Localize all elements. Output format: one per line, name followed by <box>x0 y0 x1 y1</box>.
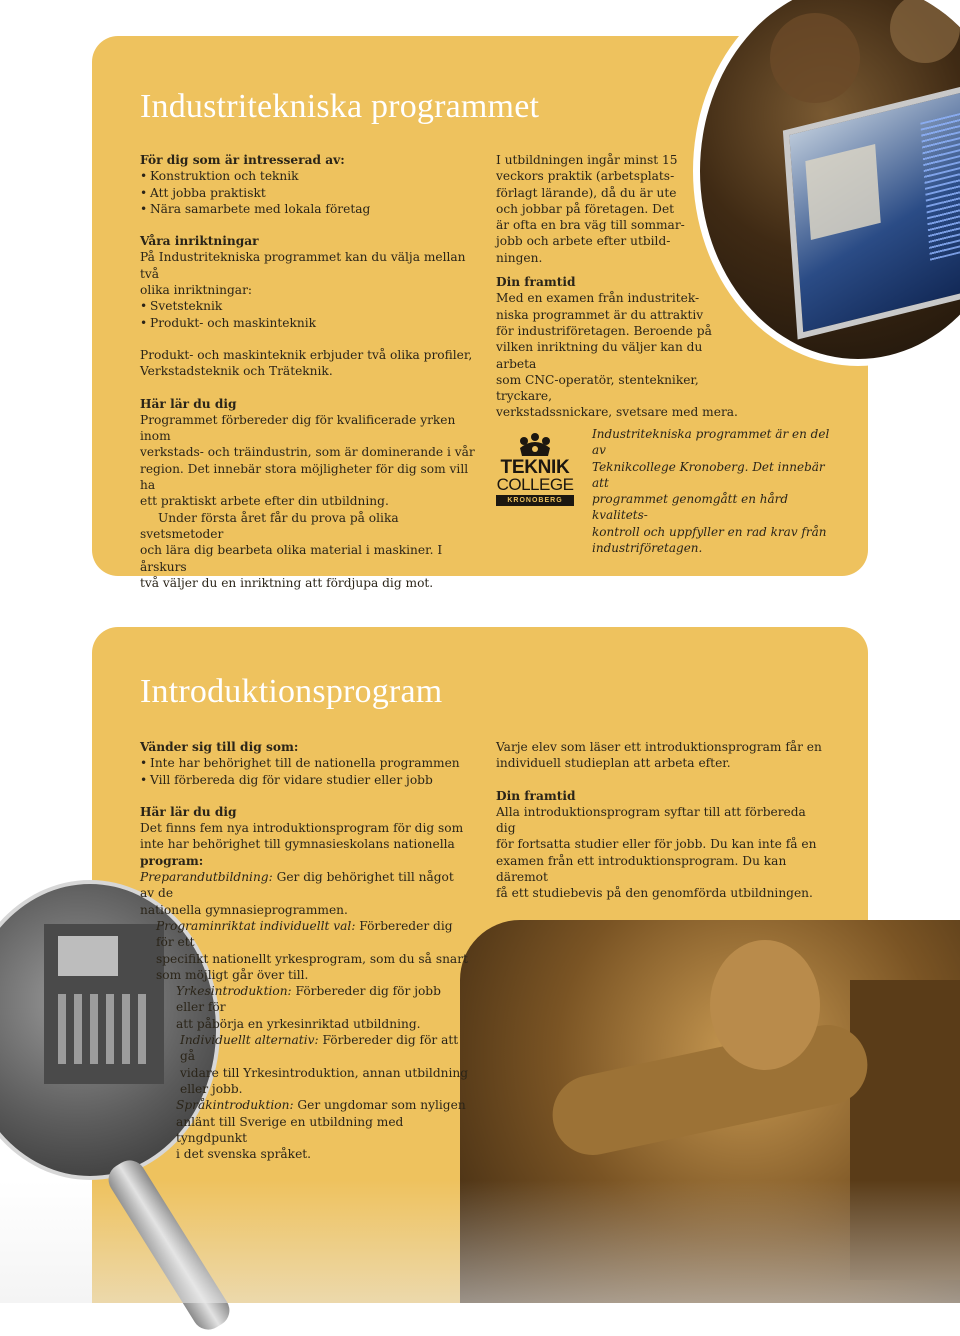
program-item <box>176 983 470 1032</box>
intro-heading: Vänder sig till dig som: <box>140 740 299 754</box>
body-line: Alla introduktionsprogram syftar till att förbereda dig <box>496 804 806 836</box>
program-text: Förbereder dig för att gå <box>180 1033 459 1064</box>
program-name: Yrkesintroduktion: <box>176 984 292 999</box>
body-line: program: <box>140 853 204 868</box>
program-line <box>140 902 470 918</box>
body-line: region. Det innebär stora möjligheter för dig som vill ha <box>140 461 469 493</box>
program-text: vidare till Yrkesintroduktion, annan utbildning <box>180 1065 469 1080</box>
program-item <box>140 869 470 918</box>
branches-heading: Våra inriktningar <box>140 234 259 249</box>
program-name: Programinriktat individuellt val: <box>156 918 356 933</box>
program-line <box>180 1081 470 1097</box>
list-item: • Produkt- och maskinteknik <box>140 315 480 331</box>
body-line: Varje elev som läser ett introduktionsprogram får en <box>496 740 822 754</box>
body-line: Industritekniska programmet är en del av <box>592 427 830 458</box>
program-text: eller jobb. <box>180 1081 243 1096</box>
body-line: Under första året får du prova på olika svetsmetoder <box>140 510 399 541</box>
right-column <box>496 739 826 902</box>
branches-list <box>140 298 480 331</box>
program-line <box>176 1114 470 1147</box>
body-line: och lära dig bearbeta olika material i maskiner. I årskurs <box>140 543 443 574</box>
program-line <box>176 1016 470 1032</box>
program-text: Förbereder dig för ett <box>156 918 453 950</box>
program-name: Individuellt alternativ: <box>180 1033 319 1048</box>
program-line <box>176 1097 470 1113</box>
body-line: kontroll och uppfyller en rad krav från <box>592 524 827 539</box>
body-line: I utbildningen ingår minst 15 <box>496 153 678 167</box>
intro-list <box>140 168 480 217</box>
program-line <box>180 1065 470 1081</box>
body-line: få ett studiebevis på den genomförda utbildningen. <box>496 886 813 901</box>
body-line: verkstadssnickare, svetsare med mera. <box>496 405 738 420</box>
college-note <box>592 426 832 556</box>
body-line: programmet genomgått en hård kvalitets- <box>592 492 789 523</box>
program-text: att påbörja en yrkesinriktad utbildning. <box>176 1016 421 1031</box>
program-item <box>156 918 470 983</box>
page-title: Introduktionsprogram <box>140 673 443 710</box>
body-line: ningen. <box>496 250 543 265</box>
body-line: två väljer du en inriktning att fördjupa dig mot. <box>140 575 434 590</box>
program-name: Preparandutbildning: <box>140 870 273 885</box>
program-line <box>156 918 470 951</box>
logo-word-kronoberg: KRONOBERG <box>496 495 574 506</box>
body-line: vilken inriktning du väljer kan du arbeta <box>496 340 703 371</box>
body-line: niska programmet är du attraktiv <box>496 307 704 322</box>
body-line: som CNC-operatör, stentekniker, tryckare, <box>496 372 699 404</box>
logo-word-teknik: TEKNIK <box>500 457 570 478</box>
body-line: förlagt lärande), då du är ute <box>496 185 677 200</box>
body-line: inte har behörighet till gymnasieskolans nationella <box>140 837 455 852</box>
list-item: • Nära samarbete med lokala företag <box>140 201 480 217</box>
body-line: Programmet förbereder dig för kvalificerade yrken inom <box>140 412 456 444</box>
body-line: industriföretagen. <box>592 541 703 556</box>
program-name: Språkintroduktion: <box>176 1098 294 1113</box>
page-title: Industritekniska programmet <box>140 88 540 125</box>
program-line <box>156 951 470 967</box>
list-item: • Inte har behörighet till de nationella programmen <box>140 755 470 771</box>
body-line: Det finns fem nya introduktionsprogram för dig som <box>140 821 464 836</box>
body-line: individuell studieplan att arbeta efter. <box>496 756 731 771</box>
body-line: Med en examen från industritek- <box>496 291 700 306</box>
program-line <box>140 869 470 902</box>
introduktion-left-column <box>140 739 470 1162</box>
program-line <box>180 1032 470 1065</box>
program-text: Ger ungdomar som nyligen <box>293 1098 466 1113</box>
body-line: för fortsatta studier eller för jobb. Du kan inte få en <box>496 837 817 852</box>
teknikcollege-logo <box>496 432 574 506</box>
body-line: veckors praktik (arbetsplats- <box>496 169 675 184</box>
program-text: som möjligt går över till. <box>156 967 309 982</box>
program-text: specifikt nationellt yrkesprogram, som du så snart <box>156 951 468 966</box>
future-heading: Din framtid <box>496 275 576 290</box>
body-line: examen från ett introduktionsprogram. Du kan däremot <box>496 853 787 885</box>
list-item: • Svetsteknik <box>140 298 480 314</box>
program-line <box>156 967 470 983</box>
body-line: På Industritekniska programmet kan du välja mellan två <box>140 250 466 281</box>
left-column <box>140 152 480 591</box>
body-line: Teknikcollege Kronoberg. Det innebär att <box>592 459 825 490</box>
program-text: Ger dig behörighet till något av de <box>140 870 454 901</box>
body-line: är ofta en bra väg till sommar- <box>496 218 685 233</box>
body-line: för industriföretagen. Beroende på <box>496 323 712 338</box>
learn-heading: Här lär du dig <box>140 804 237 819</box>
program-text: nationella gymnasieprogrammen. <box>140 902 348 917</box>
list-item: • Vill förbereda dig för vidare studier eller jobb <box>140 772 470 788</box>
body-line: ett praktiskt arbete efter din utbildning. <box>140 494 389 509</box>
body-line: olika inriktningar: <box>140 283 253 298</box>
body-line: och jobbar på företagen. Det <box>496 201 675 216</box>
list-item: • Att jobba praktiskt <box>140 185 480 201</box>
intro-heading: För dig som är intresserad av: <box>140 153 345 167</box>
program-item <box>180 1032 470 1097</box>
intro-list <box>140 755 470 788</box>
body-line: Produkt- och maskinteknik erbjuder två olika profiler, <box>140 347 473 362</box>
program-text: i det svenska språket. <box>176 1147 312 1162</box>
logo-word-college: COLLEGE <box>496 475 574 494</box>
list-item: • Konstruktion och teknik <box>140 168 480 184</box>
future-heading: Din framtid <box>496 788 576 803</box>
machinist-photo <box>460 920 960 1303</box>
body-line: Verkstadsteknik och Träteknik. <box>140 364 333 379</box>
programs-list <box>140 869 470 1162</box>
program-item <box>176 1097 470 1162</box>
learn-heading: Här lär du dig <box>140 396 237 411</box>
crown-icon <box>515 432 555 458</box>
body-line: verkstads- och träindustrin, som är dominerande i vår <box>140 445 475 460</box>
program-line <box>176 983 470 1016</box>
program-line <box>176 1146 470 1162</box>
program-text: Förbereder dig för jobb eller för <box>176 984 441 1015</box>
body-line: jobb och arbete efter utbild- <box>496 234 671 249</box>
program-text: anlänt till Sverige en utbildning med tyngdpunkt <box>176 1114 404 1145</box>
